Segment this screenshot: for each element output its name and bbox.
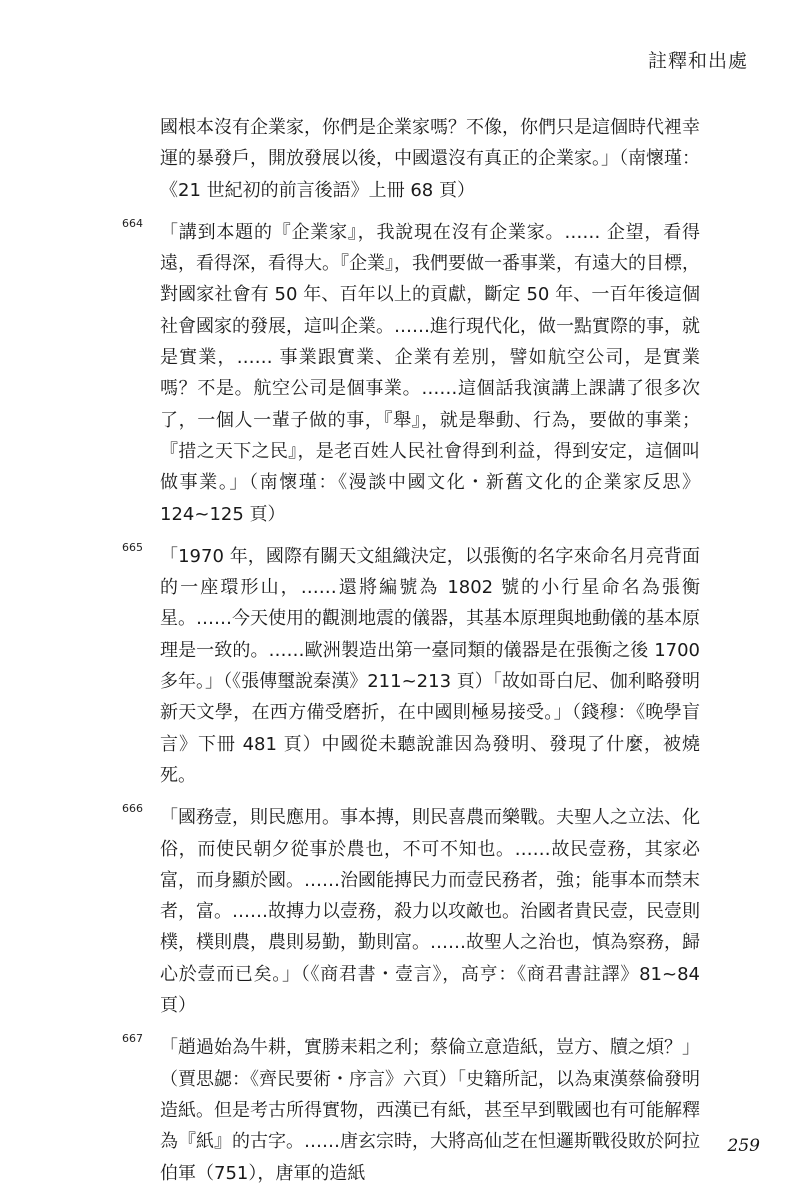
page-number: 259 (727, 1136, 760, 1156)
footnote-664 (122, 216, 700, 530)
page-body (122, 112, 700, 1189)
footnote-number: 667 (122, 1032, 143, 1046)
footnote-667 (122, 1032, 700, 1188)
footnote-text: 「趙過始為牛耕，實勝耒耜之利；蔡倫立意造紙，豈方、牘之煩？」（賈思勰：《齊民要術・序言》六頁）「史籍所記，以為東漢蔡倫發明造紙。但是考古所得實物，西漢已有紙，甚至早到戰國也有可能解釋為『紙』的古字。……唐玄宗時，大將高仙芝在怛邏斯戰役敗於阿拉伯軍（751），唐軍的造紙 (160, 1037, 700, 1184)
footnote-text: 「講到本題的『企業家』，我說現在沒有企業家。…… 企望，看得遠，看得深，看得大。『企業』，我們要做一番事業，有遠大的目標，對國家社會有 50 年、百年以上的貢獻，斷定 50 年、一百年後這個社會國家的發展，這叫企業。……進行現代化，做一點實際的事，就是實業，…… 事業跟實業、企業有差別，譬如航空公司，是實業嗎？不是。航空公司是個事業。……這個話我演講上課講了很多次了，一個人一輩子做的事，『舉』，就是舉動、行為，要做的事業；『措之天下之民』，是老百姓人民社會得到利益，得到安定，這個叫做事業。」（南懷瑾：《漫談中國文化・新舊文化的企業家反思》124~125 頁） (160, 221, 700, 525)
footnote-text: 「國務壹，則民應用。事本摶，則民喜農而樂戰。夫聖人之立法、化俗，而使民朝夕從事於農也，不可不知也。……故民壹務，其家必富，而身顯於國。……治國能摶民力而壹民務者，強；能事本而禁末者，富。……故摶力以壹務，殺力以攻敵也。治國者貴民壹，民壹則樸，樸則農，農則易勤，勤則富。……故聖人之治也，慎為察務，歸心於壹而已矣。」（《商君書・壹言》，高亨：《商君書註譯》81~84 頁） (160, 807, 700, 1017)
footnote-number: 666 (122, 802, 143, 816)
footnote-text: 「1970 年，國際有關天文組織決定，以張衡的名字來命名月亮背面的一座環形山，……還將編號為 1802 號的小行星命名為張衡星。……今天使用的觀測地震的儀器，其基本原理與地動儀的基本原理是一致的。……歐洲製造出第一臺同類的儀器是在張衡之後 1700 多年。」（《張傳璽說秦漢》211~213 頁）「故如哥白尼、伽利略發明新天文學，在西方備受磨折，在中國則極易接受。」（錢穆：《晚學盲言》下冊 481 頁）中國從未聽說誰因為發明、發現了什麼，被燒死。 (160, 545, 700, 786)
footnote-number: 664 (122, 216, 143, 230)
footnote-665 (122, 540, 700, 791)
continued-paragraph: 國根本沒有企業家，你們是企業家嗎？不像，你們只是這個時代裡幸運的暴發戶，開放發展以後，中國還沒有真正的企業家。」（南懷瑾：《21 世紀初的前言後語》上冊 68 頁） (160, 117, 700, 201)
footnote-666 (122, 802, 700, 1021)
footnote-number: 665 (122, 540, 143, 554)
running-header: 註釋和出處 (647, 50, 748, 72)
